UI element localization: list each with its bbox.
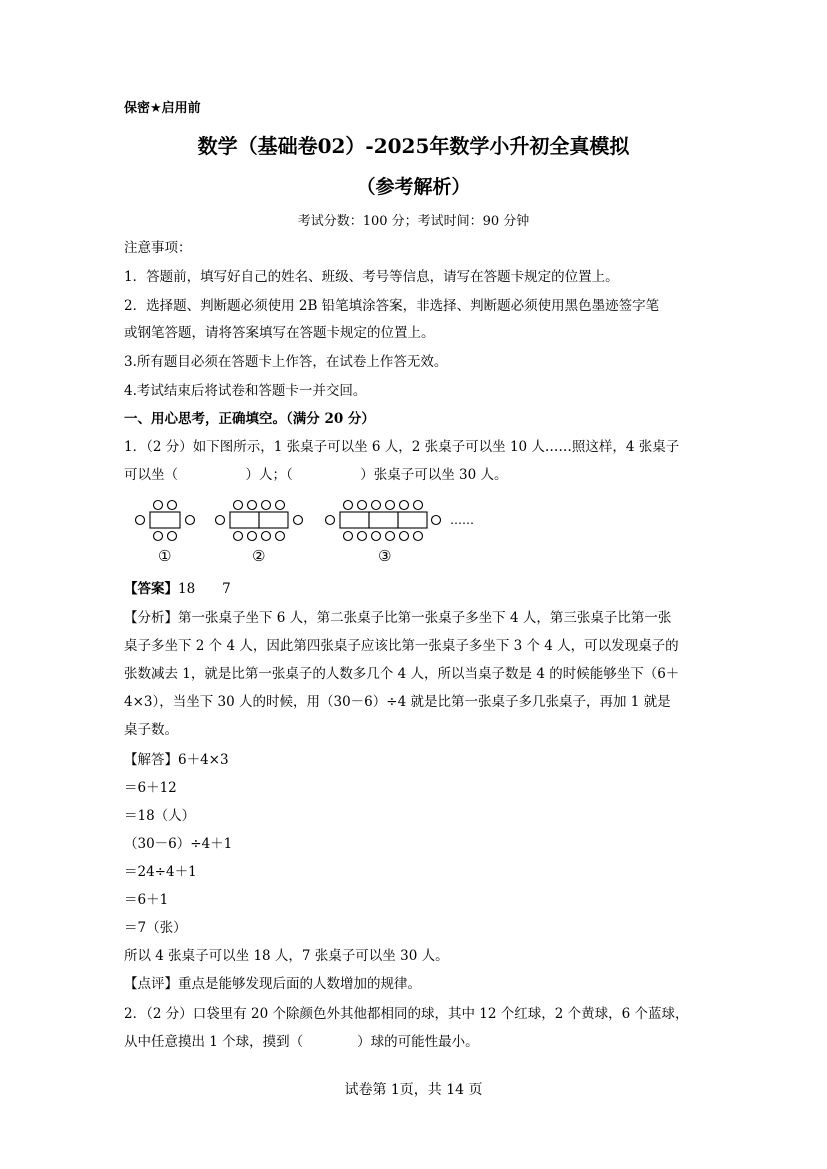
seat — [386, 532, 395, 541]
figure-label: ① — [158, 547, 172, 565]
seat — [276, 532, 285, 541]
table — [150, 512, 180, 528]
seat — [372, 501, 381, 510]
table — [259, 512, 288, 528]
analysis-line: 桌子多坐下 2 个 4 人，因此第四张桌子应该比第一张桌子多坐下 3 个 4 人，可以发现桌子的 — [124, 638, 679, 654]
solution-line: （30－6）÷4＋1 — [124, 836, 233, 852]
table — [230, 512, 259, 528]
exam-title: 数学（基础卷02）-2025年数学小升初全真模拟 — [197, 134, 630, 158]
solution-line: ＝18（人） — [124, 808, 196, 824]
exam-subtitle: （参考解析） — [356, 176, 471, 198]
solution-line: 所以 4 张桌子可以坐 18 人，7 张桌子可以坐 30 人。 — [124, 948, 449, 964]
solution-line: ＝24÷4＋1 — [124, 864, 197, 880]
seat — [372, 532, 381, 541]
table — [369, 512, 398, 528]
seat — [168, 532, 177, 541]
seat — [248, 532, 257, 541]
question-2-line: 2．（2 分）口袋里有 20 个除颜色外其他都相同的球，其中 12 个红球，2 个黄球，6 个蓝球， — [124, 1006, 689, 1022]
figure-label: ③ — [378, 547, 392, 565]
continuation-dots: …… — [450, 513, 474, 527]
solution-line: ＝6＋12 — [124, 780, 177, 796]
section-heading: 一、用心思考，正确填空。（满分 20 分） — [124, 411, 375, 427]
note-item: 3.所有题目必须在答题卡上作答，在试卷上作答无效。 — [124, 354, 448, 370]
seat — [276, 501, 285, 510]
comment-line: 【点评】重点是能够发现后面的人数增加的规律。 — [124, 976, 421, 992]
analysis-line: 【分析】第一张桌子坐下 6 人，第二张桌子比第一张桌子多坐下 4 人，第三张桌子比第一张 — [124, 610, 672, 626]
seat — [136, 516, 145, 525]
seat — [344, 501, 353, 510]
seat — [386, 501, 395, 510]
question-1-line: 1．（2 分）如下图所示，1 张桌子可以坐 6 人，2 张桌子可以坐 10 人……照这样，4 张桌子 — [124, 439, 680, 455]
note-item: 或钢笔答题，请将答案填写在答题卡规定的位置上。 — [124, 325, 435, 341]
analysis-line: 张数减去 1，就是比第一张桌子的人数多几个 4 人，所以当桌子数是 4 的时候能够坐下（6＋ — [124, 666, 680, 682]
question-1-line: 可以坐（ ）人；（ ）张桌子可以坐 30 人。 — [124, 467, 508, 483]
notes-heading: 注意事项： — [124, 240, 192, 256]
seat — [400, 501, 409, 510]
seat — [414, 532, 423, 541]
seat — [400, 532, 409, 541]
seat — [168, 501, 177, 510]
seat — [154, 501, 163, 510]
seat — [234, 501, 243, 510]
seat — [414, 501, 423, 510]
confidential-label: 保密★启用前 — [124, 101, 201, 116]
seat — [262, 532, 271, 541]
seat — [358, 501, 367, 510]
analysis-line: 4×3），当坐下 30 人的时候，用（30－6）÷4 就是比第一张桌子多几张桌子，再加 1 就是 — [124, 694, 671, 710]
solution-line: 【解答】6＋4×3 — [124, 752, 229, 768]
seat — [234, 532, 243, 541]
seat — [154, 532, 163, 541]
solution-line: ＝6＋1 — [124, 892, 169, 908]
seat — [326, 516, 335, 525]
seat — [262, 501, 271, 510]
note-item: 4.考试结束后将试卷和答题卡一并交回。 — [124, 383, 367, 399]
answer-tag: 【答案】 — [124, 581, 178, 597]
seat — [358, 532, 367, 541]
seat — [216, 516, 225, 525]
answer-line — [124, 580, 231, 598]
seat — [186, 516, 195, 525]
seat — [344, 532, 353, 541]
page-footer: 试卷第 1页，共 14 页 — [344, 1082, 483, 1098]
note-item: 1．答题前，填写好自己的姓名、班级、考号等信息，请写在答题卡规定的位置上。 — [124, 269, 619, 285]
analysis-line: 桌子数。 — [124, 722, 178, 738]
question-2-line: 从中任意摸出 1 个球，摸到（ ）球的可能性最小。 — [124, 1034, 479, 1050]
score-time-info: 考试分数：100 分；考试时间：90 分钟 — [297, 214, 530, 229]
solution-line: ＝7（张） — [124, 920, 187, 936]
tables-figure — [130, 493, 500, 568]
seat — [432, 516, 441, 525]
figure-label: ② — [252, 547, 266, 565]
note-item: 2．选择题、判断题必须使用 2B 铅笔填涂答案，非选择、判断题必须使用黑色墨迹签字笔 — [124, 298, 660, 314]
table — [398, 512, 427, 528]
seat — [248, 501, 257, 510]
answer-values: 18 7 — [178, 581, 231, 597]
seat — [294, 516, 303, 525]
table — [340, 512, 369, 528]
